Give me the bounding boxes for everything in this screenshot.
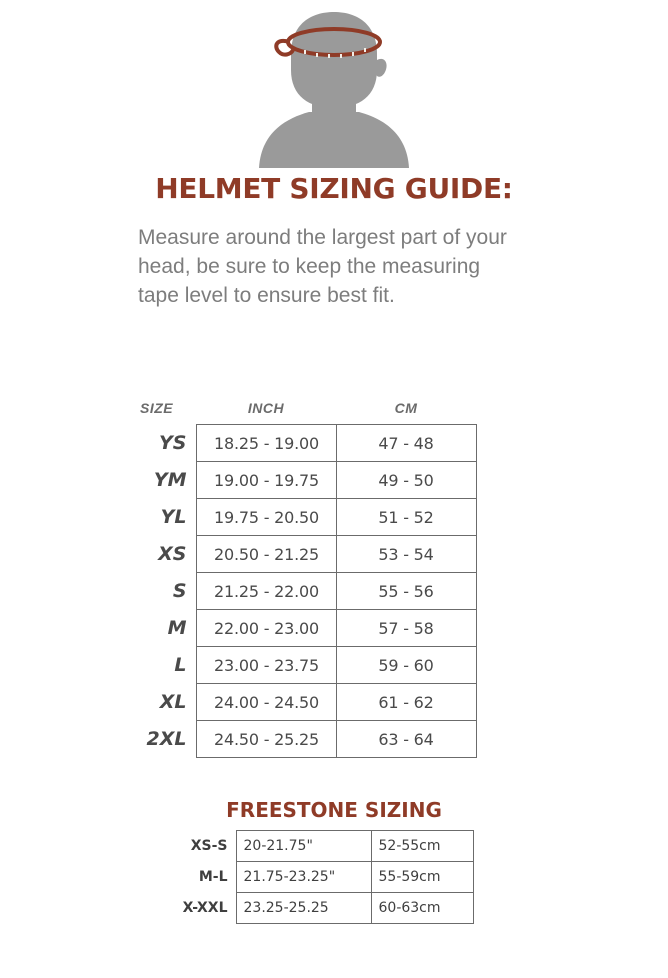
cell-size: M-L <box>198 869 228 885</box>
table-row <box>168 862 473 893</box>
cell-size: X-XXL <box>182 900 228 916</box>
cell-size: XS <box>158 543 187 565</box>
table-row <box>136 462 476 499</box>
cell-inch: 21.75-23.25" <box>236 862 371 893</box>
cell-size: M <box>167 617 187 639</box>
table-row <box>168 893 473 924</box>
cell-cm: 63 - 64 <box>336 721 476 758</box>
cell-size: L <box>174 654 187 676</box>
cell-inch: 23.25-25.25 <box>236 893 371 924</box>
cell-inch: 24.50 - 25.25 <box>196 721 336 758</box>
cell-inch: 24.00 - 24.50 <box>196 684 336 721</box>
column-header-inch: INCH <box>247 400 285 416</box>
table-row <box>136 425 476 462</box>
cell-size: XS-S <box>190 838 228 854</box>
main-sizing-table <box>136 400 477 758</box>
head-with-measuring-tape-icon <box>229 8 439 168</box>
cell-cm: 47 - 48 <box>336 425 476 462</box>
cell-size: YS <box>159 432 187 454</box>
cell-size: YM <box>153 469 187 491</box>
freestone-title: FREESTONE SIZING <box>226 798 442 822</box>
cell-size: YL <box>160 506 187 528</box>
cell-cm: 60-63cm <box>371 893 473 924</box>
cell-inch: 21.25 - 22.00 <box>196 573 336 610</box>
cell-cm: 53 - 54 <box>336 536 476 573</box>
cell-cm: 55 - 56 <box>336 573 476 610</box>
cell-cm: 59 - 60 <box>336 647 476 684</box>
table-header-row <box>136 400 476 425</box>
table-row <box>136 536 476 573</box>
table-row <box>136 721 476 758</box>
freestone-sizing-table <box>168 830 474 924</box>
page-title: HELMET SIZING GUIDE: <box>155 172 513 205</box>
freestone-table-container <box>168 830 473 924</box>
column-header-cm: CM <box>394 400 418 416</box>
table-row <box>136 573 476 610</box>
cell-size: XL <box>159 691 187 713</box>
cell-inch: 19.00 - 19.75 <box>196 462 336 499</box>
cell-cm: 52-55cm <box>371 831 473 862</box>
table-row <box>168 831 473 862</box>
cell-inch: 20-21.75" <box>236 831 371 862</box>
cell-cm: 51 - 52 <box>336 499 476 536</box>
cell-cm: 57 - 58 <box>336 610 476 647</box>
cell-inch: 22.00 - 23.00 <box>196 610 336 647</box>
cell-size: 2XL <box>146 728 187 750</box>
column-header-size: SIZE <box>140 400 174 417</box>
cell-cm: 49 - 50 <box>336 462 476 499</box>
table-row <box>136 684 476 721</box>
cell-cm: 55-59cm <box>371 862 473 893</box>
cell-inch: 23.00 - 23.75 <box>196 647 336 684</box>
table-row <box>136 647 476 684</box>
main-sizing-table-container <box>136 400 476 758</box>
cell-cm: 61 - 62 <box>336 684 476 721</box>
cell-size: S <box>172 580 187 602</box>
cell-inch: 19.75 - 20.50 <box>196 499 336 536</box>
illustration-container <box>0 8 668 168</box>
table-row <box>136 499 476 536</box>
intro-text: Measure around the largest part of your head, be sure to keep the measuring tape level to ensure best fit. <box>138 226 507 307</box>
table-row <box>136 610 476 647</box>
cell-inch: 18.25 - 19.00 <box>196 425 336 462</box>
cell-inch: 20.50 - 21.25 <box>196 536 336 573</box>
